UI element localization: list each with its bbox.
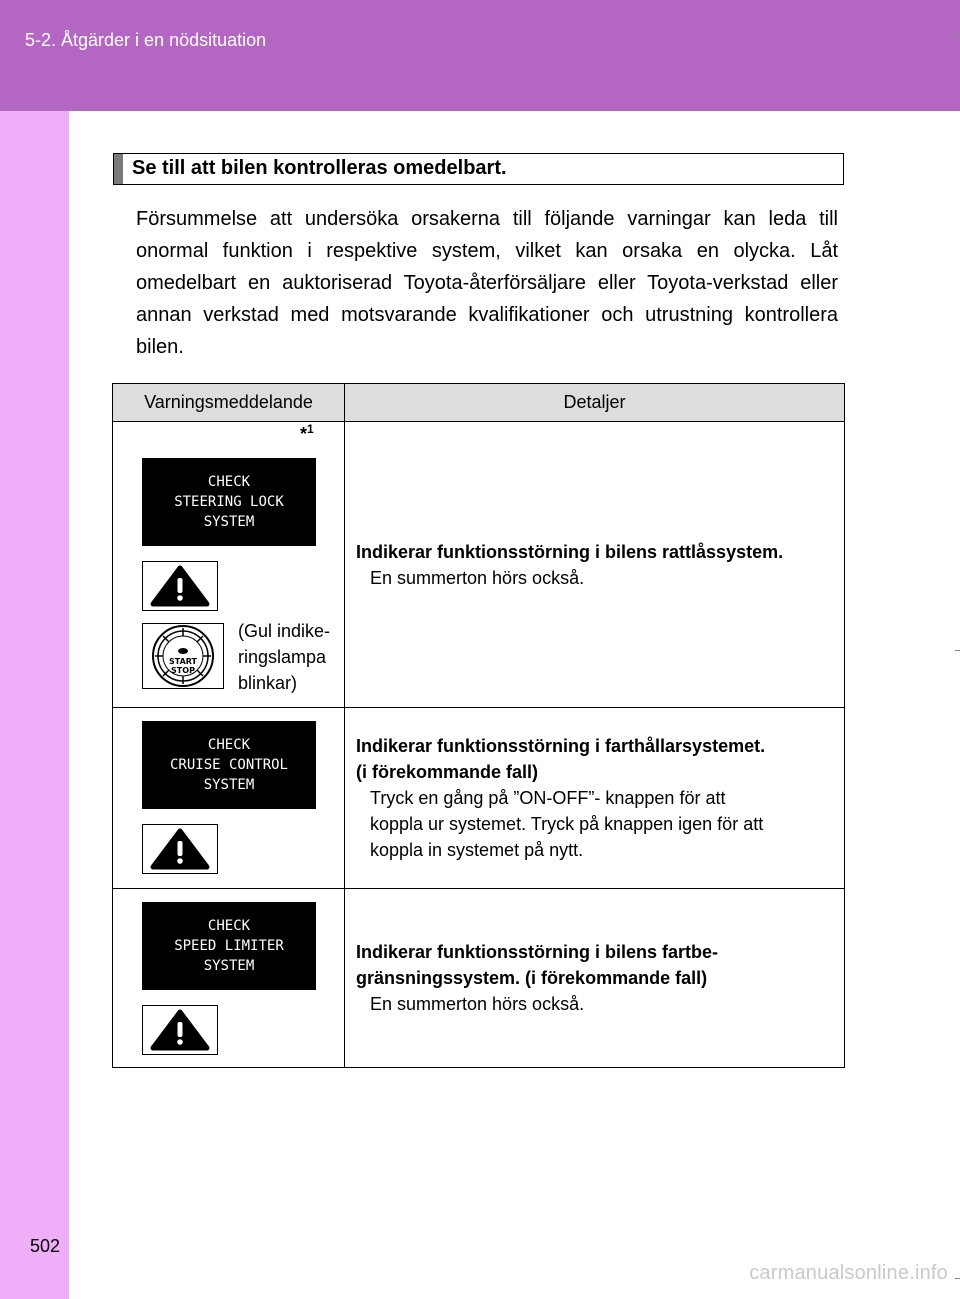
- crop-mark: [955, 1278, 960, 1279]
- heading-bar: [114, 154, 123, 184]
- warning-table: [112, 383, 845, 1068]
- svg-text:STOP: STOP: [171, 666, 195, 675]
- details-cell: Indikerar funktionsstörning i farthållarsystemet. (i förekommande fall) Tryck en gång på ”ON-OFF”- knappen för att koppla ur systemet. Tryck på knappen igen för att koppla in systemet på nytt.: [345, 708, 845, 889]
- warning-cell: [113, 422, 345, 708]
- warning-cell: [113, 708, 345, 889]
- column-header-warning: Varningsmeddelande: [113, 384, 345, 422]
- table-row: [113, 708, 845, 889]
- warning-cell: [113, 889, 345, 1068]
- warning-light-box: [142, 1005, 218, 1055]
- start-stop-switch-icon: [143, 624, 223, 688]
- column-header-details: Detaljer: [345, 384, 845, 422]
- heading-text: Se till att bilen kontrolleras omedelbart.: [132, 157, 507, 179]
- display-message: CHECK STEERING LOCK SYSTEM: [142, 458, 316, 546]
- crop-mark: [955, 650, 960, 651]
- section-heading: [113, 153, 844, 185]
- display-message: CHECK CRUISE CONTROL SYSTEM: [142, 721, 316, 809]
- table-row: [113, 889, 845, 1068]
- warning-light-box: [142, 824, 218, 874]
- crop-mark: [955, 36, 960, 37]
- section-title: 5-2. Åtgärder i en nödsituation: [25, 30, 267, 50]
- table-row: [113, 422, 845, 708]
- page-header: [0, 0, 960, 111]
- details-cell: Indikerar funktionsstörning i bilens rattlåssystem. En summerton hörs också.: [345, 422, 845, 708]
- intro-paragraph: Försummelse att undersöka orsakerna till följande varningar kan leda till onormal funktion i respektive system, vilket kan orsaka en olycka. Låt omedelbart en auktoriserad Toyota-återförsäljare eller Toyota-verkstad eller annan verkstad med motsvarande kvalifikationer och utrustning kontrollera bilen.: [136, 208, 838, 358]
- details-cell: Indikerar funktionsstörning i bilens fartbe- gränsningssystem. (i förekommande fall) En summerton hörs också.: [345, 889, 845, 1068]
- warning-light-box: [142, 561, 218, 611]
- footnote-marker: *$^1$: [300, 422, 314, 444]
- warning-triangle-icon: [143, 825, 217, 873]
- page-number: 502: [30, 1236, 61, 1256]
- watermark[interactable]: carmanualsonline.info: [749, 1262, 948, 1284]
- warning-triangle-icon: [143, 1006, 217, 1054]
- start-stop-switch-box: [142, 623, 224, 689]
- warning-triangle-icon: [143, 562, 217, 610]
- side-tab: [0, 111, 69, 1299]
- table-header-row: [113, 384, 845, 422]
- display-message: CHECK SPEED LIMITER SYSTEM: [142, 902, 316, 990]
- indicator-note: (Gul indike- ringslampa blinkar): [238, 621, 331, 693]
- svg-text:START: START: [168, 657, 198, 666]
